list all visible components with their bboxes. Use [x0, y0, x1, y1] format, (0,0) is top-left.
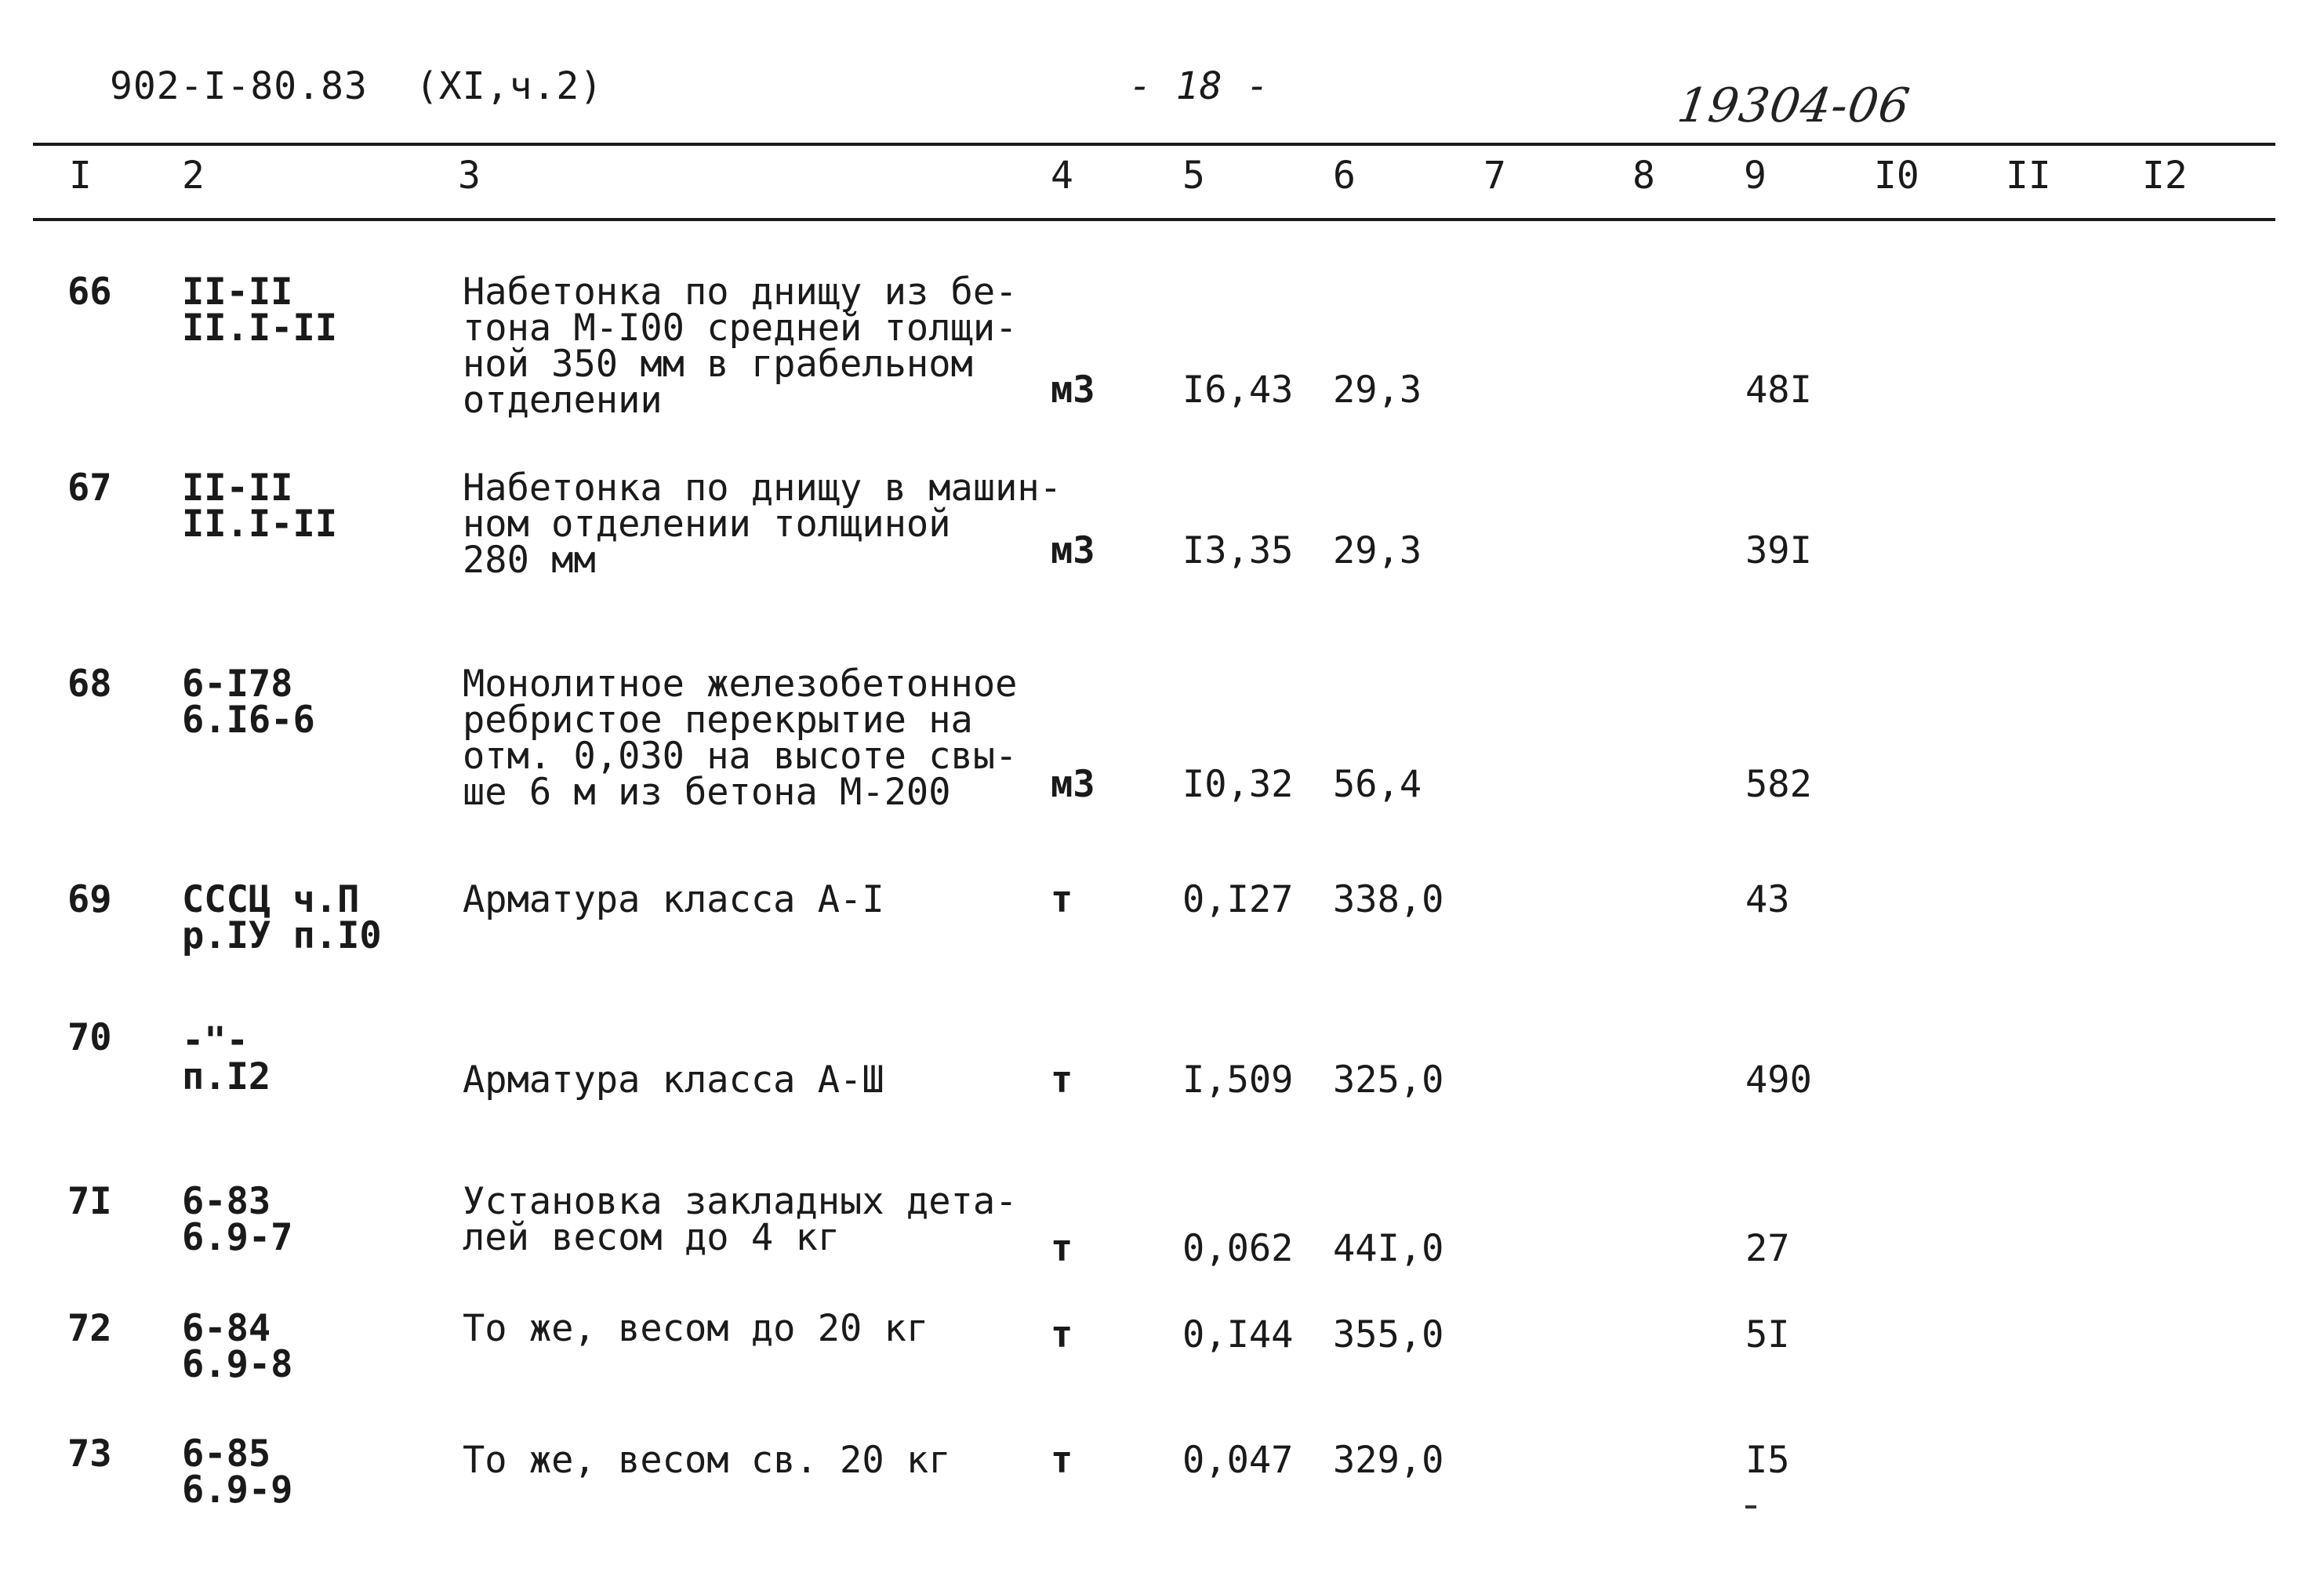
column-header-12: I2	[2142, 154, 2188, 198]
row-number: 70	[67, 1016, 112, 1059]
column-header-8: 8	[1632, 154, 1655, 198]
unit: м3	[1051, 763, 1095, 806]
inventory-number: 19304-06	[1674, 78, 1914, 133]
page-number: - 18 -	[1129, 64, 1270, 108]
unit-price: 29,3	[1333, 529, 1422, 572]
norm-code: 6-I78 6.I6-6	[182, 663, 315, 742]
quantity: 0,I44	[1182, 1313, 1294, 1356]
column-header-5: 5	[1182, 154, 1205, 198]
unit: т	[1051, 878, 1073, 921]
quantity: 0,062	[1182, 1227, 1294, 1270]
norm-code: СССЦ ч.П р.IУ п.I0	[182, 878, 382, 957]
work-description: Установка закладных дета- лей весом до 4 кг	[463, 1180, 1018, 1259]
unit: м3	[1051, 529, 1095, 572]
unit-price: 325,0	[1333, 1058, 1444, 1102]
unit: т	[1051, 1058, 1073, 1102]
row-number: 66	[67, 270, 112, 314]
column-header-4: 4	[1051, 154, 1073, 198]
work-description: Монолитное железобетонное ребристое перекрытие на отм. 0,030 на высоте свы- ше 6 м из бетона М-200	[463, 663, 1018, 814]
quantity: 0,047	[1182, 1439, 1294, 1482]
total-cost: 490	[1745, 1058, 1812, 1102]
row-number: 72	[67, 1307, 112, 1350]
work-description: То же, весом до 20 кг	[463, 1307, 929, 1350]
row-number: 7I	[67, 1180, 112, 1223]
total-cost: 43	[1745, 878, 1790, 921]
quantity: I,509	[1182, 1058, 1294, 1102]
quantity: I6,43	[1182, 369, 1294, 412]
unit: м3	[1051, 369, 1095, 412]
unit-price: 355,0	[1333, 1313, 1444, 1356]
work-description: Арматура класса А-Ш	[463, 1058, 884, 1102]
norm-code: II-II II.I-II	[182, 270, 338, 350]
total-cost: 48I	[1745, 369, 1812, 412]
quantity: I3,35	[1182, 529, 1294, 572]
column-header-11: II	[2006, 154, 2051, 198]
quantity: 0,I27	[1182, 878, 1294, 921]
total-cost: 582	[1745, 763, 1812, 806]
total-cost: 5I	[1745, 1313, 1790, 1356]
column-header-3: 3	[458, 154, 481, 198]
column-header-2: 2	[182, 154, 205, 198]
column-header-1: I	[69, 154, 92, 198]
total-cost: I5	[1745, 1439, 1790, 1482]
work-description: Набетонка по днищу из бе- тона М-I00 средней толщи- ной 350 мм в грабельном отделении	[463, 270, 1018, 422]
work-description: Набетонка по днищу в машин- ном отделении толщиной 280 мм	[463, 467, 1062, 582]
unit-price: 329,0	[1333, 1439, 1444, 1482]
norm-code: -"- п.I2	[182, 1019, 271, 1098]
norm-code: II-II II.I-II	[182, 467, 338, 546]
work-description: То же, весом св. 20 кг	[463, 1439, 951, 1482]
unit-price: 29,3	[1333, 369, 1422, 412]
column-header-10: I0	[1874, 154, 1919, 198]
unit-price: 338,0	[1333, 878, 1444, 921]
work-description: Арматура класса А-I	[463, 878, 884, 921]
total-cost: 27	[1745, 1227, 1790, 1270]
quantity: I0,32	[1182, 763, 1294, 806]
unit-price: 44I,0	[1333, 1227, 1444, 1270]
column-header-7: 7	[1483, 154, 1506, 198]
norm-code: 6-84 6.9-8	[182, 1307, 293, 1386]
total-cost: 39I	[1745, 529, 1812, 572]
row-number: 73	[67, 1432, 112, 1476]
column-header-6: 6	[1333, 154, 1356, 198]
header-rule-top	[33, 143, 2275, 146]
column-header-9: 9	[1744, 154, 1767, 198]
header-rule-bottom	[33, 218, 2275, 221]
document-code: 902-I-80.83	[110, 64, 368, 108]
row-number: 68	[67, 663, 112, 706]
unit: т	[1051, 1313, 1073, 1356]
norm-code: 6-83 6.9-7	[182, 1180, 293, 1259]
pen-mark	[1745, 1505, 1756, 1509]
unit: т	[1051, 1227, 1073, 1270]
unit: т	[1051, 1439, 1073, 1482]
row-number: 67	[67, 467, 112, 510]
row-number: 69	[67, 878, 112, 921]
norm-code: 6-85 6.9-9	[182, 1432, 293, 1512]
unit-price: 56,4	[1333, 763, 1422, 806]
document-part: (XI,ч.2)	[416, 64, 604, 108]
